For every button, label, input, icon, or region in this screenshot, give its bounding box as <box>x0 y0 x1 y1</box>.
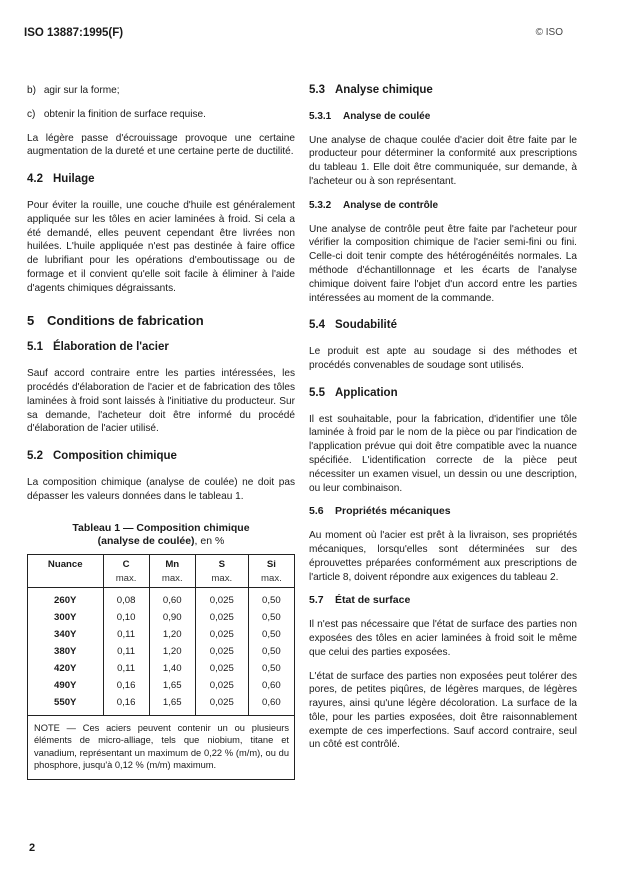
composition-table <box>27 554 295 716</box>
heading-5-4: 5.4 Soudabilité <box>309 319 397 332</box>
column-header: Nuance <box>47 558 83 570</box>
copyright-mark: © ISO <box>535 27 563 38</box>
heading-5-3-2: 5.3.2 Analyse de contrôle <box>309 199 439 211</box>
column-subheader: max. <box>195 572 248 588</box>
heading-4-2: 4.2 Huilage <box>27 173 95 186</box>
table-row: 550Y 0,16 1,65 0,025 0,60 <box>28 695 295 716</box>
list-label: c) <box>27 108 36 120</box>
paragraph-composition: La composition chimique (analyse de coulée) ne doit pas dépasser les valeurs données dans le tableau 1. <box>27 476 295 502</box>
table-row: 340Y 0,11 1,20 0,025 0,50 <box>28 627 295 644</box>
paragraph-elaboration: Sauf accord contraire entre les parties intéressées, les procédés d'élaboration de l'acier et de fabrication des tôles laminées à froid sont laissés à l'initiative du producteur. Sur sa demande, l'acheteur doit être informé du procédé d'élaboration de l'acier utilisé. <box>27 368 295 435</box>
heading-5-1: 5.1 Élaboration de l'acier <box>27 341 169 354</box>
paragraph-huilage: Pour éviter la rouille, une couche d'huile est généralement appliquée sur les tôles en acier laminées à froid. Si cela a été demandé, elles peuvent cependant être livrées non huilées. L'huile appliquée n'est pas destinée à faire office de lubrifiant pour les opérations d'emboutissage ou de formage et il convient qu'elle soit facile à éliminer à l'aide d'agents chimiques dégraissants. <box>27 199 295 294</box>
list-label: b) <box>27 85 36 96</box>
paragraph-analyse-coulee: Une analyse de chaque coulée d'acier doit être faite par le producteur pour déterminer la conformité aux prescriptions du tableau 1. Elle doit être communiquée, sur demande, à l'acheteur ou à son représentant. <box>309 134 577 187</box>
right-column <box>309 84 577 762</box>
table-row: 380Y 0,11 1,20 0,025 0,50 <box>28 644 295 661</box>
page-number: 2 <box>29 842 36 854</box>
column-header: Si <box>248 554 294 572</box>
column-header: S <box>195 554 248 572</box>
document-id: ISO 13887:1995(F) <box>24 27 124 39</box>
table-row: 490Y 0,16 1,65 0,025 0,60 <box>28 678 295 695</box>
table-note: NOTE — Ces aciers peuvent contenir un ou plusieurs éléments de micro-alliage, tels que niobium, titane et vanadium, représentant un maximum de 0,22 % (m/m), ou du phosphore, jusqu'à 0,12 % (m/m) maximum. <box>27 716 295 780</box>
heading-5-2: 5.2 Composition chimique <box>27 450 177 463</box>
column-header: C <box>103 554 149 572</box>
paragraph-application: Il est souhaitable, pour la fabrication, d'identifier une tôle laminée à froid par le nom de la pièce ou par l'indication de l'application prévue qui doit être compatible avec la nuance spécifiée. L'identification correcte de la pièce peut nécessiter un examen visuel, un dessin ou une description, ou leur combinaison. <box>309 413 577 494</box>
column-subheader: max. <box>248 572 294 588</box>
heading-5-3: 5.3 Analyse chimique <box>309 84 433 96</box>
list-item-b <box>27 84 295 98</box>
paragraph-surface-1: Il n'est pas nécessaire que l'état de surface des parties non exposées des tôles en acier laminées à froid soit le même que celui des parties exposées. <box>309 619 577 658</box>
paragraph-proprietes: Au moment où l'acier est prêt à la livraison, ses propriétés mécaniques, lorsqu'elles sont déterminées sur des éprouvettes préparées conformément aux prescriptions de l'article 8, doivent répondre aux exigences du tableau 2. <box>309 530 577 583</box>
table-caption: Tableau 1 — Composition chimique (analyse de coulée), en % <box>72 521 250 547</box>
heading-5-3-1: 5.3.1 Analyse de coulée <box>309 110 431 122</box>
list-item-c <box>27 108 295 122</box>
paragraph-analyse-controle: Une analyse de contrôle peut être faite par l'acheteur pour vérifier la composition chimique de l'acier semi-fini ou fini. Celle-ci doit tenir compte des hétérogénéités normales. La méthode d'échantillonnage et les écarts de l'analyse chimique doivent faire l'objet d'un accord entre les parties intéressées au moment de la commande. <box>309 223 577 304</box>
column-subheader: max. <box>103 572 149 588</box>
column-subheader: max. <box>149 572 195 588</box>
table-row: 420Y 0,11 1,40 0,025 0,50 <box>28 661 295 678</box>
paragraph-soudabilite: Le produit est apte au soudage si des méthodes et procédés convenables de soudage sont utilisés. <box>309 346 577 371</box>
heading-5-6: 5.6 Propriétés mécaniques <box>309 505 451 518</box>
paragraph-ecrouissage: La légère passe d'écrouissage provoque une certaine augmentation de la dureté et une certaine perte de ductilité. <box>27 132 295 158</box>
heading-5-7: 5.7 État de surface <box>309 594 411 607</box>
table-row: 260Y 0,08 0,60 0,025 0,50 <box>28 587 295 610</box>
paragraph-surface-2: L'état de surface des parties non exposées peut tolérer des pores, de petites piqûres, de légères marques, de légères rayures, ainsi qu'une légère décoloration. La surface de la tôle, pour les parties exposées, doit être raisonnablement exempte de ces imperfections. Sauf accord contraire, seul un côté est contrôlé. <box>309 670 577 751</box>
left-column <box>27 84 295 780</box>
column-header: Mn <box>149 554 195 572</box>
heading-5-5: 5.5 Application <box>309 386 398 399</box>
heading-5: 5 Conditions de fabrication <box>27 312 204 328</box>
table-row: 300Y 0,10 0,90 0,025 0,50 <box>28 610 295 627</box>
column-subheader <box>28 572 104 588</box>
list-text: agir sur la forme; <box>43 85 120 96</box>
list-text: obtenir la finition de surface requise. <box>43 108 206 120</box>
